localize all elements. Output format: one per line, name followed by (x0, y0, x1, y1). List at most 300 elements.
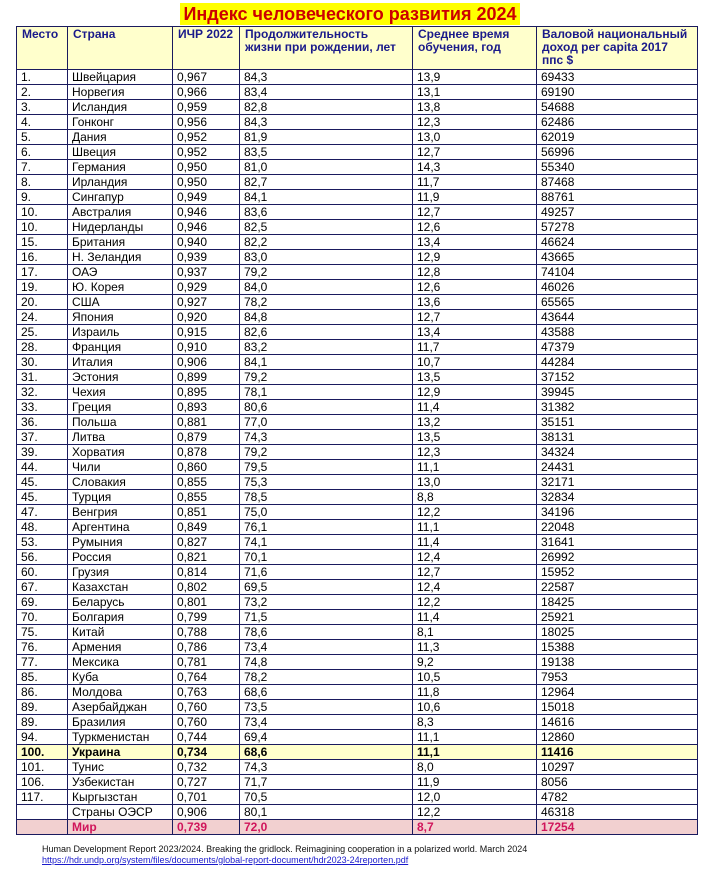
table-row (17, 715, 698, 730)
cell-hdi: 0,899 (173, 370, 240, 385)
cell-life-expectancy: 82,7 (240, 175, 413, 190)
cell-life-expectancy: 83,5 (240, 145, 413, 160)
cell-rank: 17. (17, 265, 68, 280)
cell-rank: 48. (17, 520, 68, 535)
cell-hdi: 0,781 (173, 655, 240, 670)
cell-rank: 4. (17, 115, 68, 130)
cell-rank: 47. (17, 505, 68, 520)
cell-life-expectancy: 74,3 (240, 760, 413, 775)
cell-hdi: 0,966 (173, 85, 240, 100)
cell-country: Ирландия (68, 175, 173, 190)
cell-country: Хорватия (68, 445, 173, 460)
cell-hdi: 0,732 (173, 760, 240, 775)
cell-hdi: 0,946 (173, 220, 240, 235)
cell-country: Гонконг (68, 115, 173, 130)
cell-life-expectancy: 79,2 (240, 445, 413, 460)
table-row (17, 325, 698, 340)
cell-schooling: 13,5 (413, 370, 537, 385)
cell-schooling: 10,6 (413, 700, 537, 715)
cell-gni: 56996 (537, 145, 698, 160)
cell-gni: 24431 (537, 460, 698, 475)
cell-rank: 101. (17, 760, 68, 775)
cell-gni: 49257 (537, 205, 698, 220)
cell-schooling: 12,0 (413, 790, 537, 805)
table-row (17, 475, 698, 490)
cell-gni: 10297 (537, 760, 698, 775)
table-row (17, 535, 698, 550)
cell-gni: 34196 (537, 505, 698, 520)
cell-life-expectancy: 81,0 (240, 160, 413, 175)
cell-rank: 6. (17, 145, 68, 160)
cell-gni: 69433 (537, 70, 698, 85)
cell-hdi: 0,760 (173, 700, 240, 715)
cell-life-expectancy: 78,2 (240, 295, 413, 310)
cell-hdi: 0,929 (173, 280, 240, 295)
cell-hdi: 0,739 (173, 820, 240, 835)
cell-hdi: 0,940 (173, 235, 240, 250)
cell-schooling: 13,4 (413, 325, 537, 340)
cell-hdi: 0,764 (173, 670, 240, 685)
table-row (17, 280, 698, 295)
cell-gni: 31382 (537, 400, 698, 415)
cell-hdi: 0,895 (173, 385, 240, 400)
cell-hdi: 0,821 (173, 550, 240, 565)
cell-life-expectancy: 73,4 (240, 715, 413, 730)
cell-hdi: 0,760 (173, 715, 240, 730)
cell-schooling: 12,2 (413, 805, 537, 820)
cell-country: Дания (68, 130, 173, 145)
cell-country: Казахстан (68, 580, 173, 595)
table-row (17, 640, 698, 655)
cell-rank: 15. (17, 235, 68, 250)
table-row (17, 565, 698, 580)
cell-hdi: 0,855 (173, 475, 240, 490)
cell-rank: 16. (17, 250, 68, 265)
cell-life-expectancy: 69,4 (240, 730, 413, 745)
cell-rank: 76. (17, 640, 68, 655)
cell-gni: 54688 (537, 100, 698, 115)
cell-rank: 2. (17, 85, 68, 100)
table-row (17, 85, 698, 100)
cell-hdi: 0,849 (173, 520, 240, 535)
cell-country: Польша (68, 415, 173, 430)
cell-gni: 47379 (537, 340, 698, 355)
cell-rank: 28. (17, 340, 68, 355)
cell-gni: 26992 (537, 550, 698, 565)
cell-gni: 15018 (537, 700, 698, 715)
cell-schooling: 12,9 (413, 250, 537, 265)
cell-gni: 18025 (537, 625, 698, 640)
cell-life-expectancy: 79,5 (240, 460, 413, 475)
cell-schooling: 12,8 (413, 265, 537, 280)
cell-life-expectancy: 70,5 (240, 790, 413, 805)
cell-rank: 24. (17, 310, 68, 325)
cell-country: Франция (68, 340, 173, 355)
cell-schooling: 11,3 (413, 640, 537, 655)
cell-schooling: 11,1 (413, 520, 537, 535)
cell-hdi: 0,734 (173, 745, 240, 760)
cell-country: Молдова (68, 685, 173, 700)
cell-rank: 85. (17, 670, 68, 685)
cell-schooling: 11,4 (413, 610, 537, 625)
cell-life-expectancy: 71,7 (240, 775, 413, 790)
table-row (17, 235, 698, 250)
table-header-row (17, 27, 698, 70)
header-gni: Валовой национальный доход per capita 2017 ппс $ (537, 27, 698, 70)
table-row (17, 520, 698, 535)
cell-country: Чехия (68, 385, 173, 400)
cell-rank: 30. (17, 355, 68, 370)
cell-hdi: 0,915 (173, 325, 240, 340)
cell-country: Турция (68, 490, 173, 505)
cell-schooling: 8,1 (413, 625, 537, 640)
cell-rank: 86. (17, 685, 68, 700)
cell-rank: 67. (17, 580, 68, 595)
cell-life-expectancy: 84,8 (240, 310, 413, 325)
cell-gni: 32171 (537, 475, 698, 490)
cell-gni: 88761 (537, 190, 698, 205)
cell-hdi: 0,920 (173, 310, 240, 325)
cell-country: Швейцария (68, 70, 173, 85)
cell-schooling: 11,7 (413, 175, 537, 190)
cell-rank: 33. (17, 400, 68, 415)
cell-life-expectancy: 68,6 (240, 745, 413, 760)
cell-schooling: 13,6 (413, 295, 537, 310)
cell-gni: 15388 (537, 640, 698, 655)
cell-country: Литва (68, 430, 173, 445)
table-row (17, 265, 698, 280)
table-row (17, 430, 698, 445)
cell-rank: 5. (17, 130, 68, 145)
cell-country: Кыргызстан (68, 790, 173, 805)
cell-rank (17, 805, 68, 820)
cell-schooling: 11,1 (413, 460, 537, 475)
cell-country: Аргентина (68, 520, 173, 535)
cell-schooling: 11,1 (413, 745, 537, 760)
cell-rank: 53. (17, 535, 68, 550)
table-row (17, 385, 698, 400)
table-row (17, 595, 698, 610)
cell-schooling: 12,4 (413, 550, 537, 565)
cell-life-expectancy: 68,6 (240, 685, 413, 700)
cell-country: Австралия (68, 205, 173, 220)
table-row (17, 370, 698, 385)
footer-source: Human Development Report 2023/2024. Breaking the gridlock. Reimagining cooperation in a polarized world. March 2024 (42, 844, 528, 854)
table-row (17, 790, 698, 805)
cell-hdi: 0,956 (173, 115, 240, 130)
cell-life-expectancy: 74,8 (240, 655, 413, 670)
cell-gni: 11416 (537, 745, 698, 760)
cell-gni: 12964 (537, 685, 698, 700)
table-row (17, 490, 698, 505)
header-rank: Место (17, 27, 68, 70)
cell-country: Россия (68, 550, 173, 565)
cell-rank: 70. (17, 610, 68, 625)
cell-country: Страны ОЭСР (68, 805, 173, 820)
cell-schooling: 12,4 (413, 580, 537, 595)
cell-country: Исландия (68, 100, 173, 115)
cell-schooling: 11,1 (413, 730, 537, 745)
cell-hdi: 0,879 (173, 430, 240, 445)
page-title: Индекс человеческого развития 2024 (180, 3, 519, 25)
header-schooling: Среднее время обучения, год (413, 27, 537, 70)
cell-rank: 69. (17, 595, 68, 610)
cell-schooling: 12,9 (413, 385, 537, 400)
cell-schooling: 11,4 (413, 535, 537, 550)
table-row (17, 160, 698, 175)
table-row (17, 295, 698, 310)
cell-country: Азербайджан (68, 700, 173, 715)
cell-schooling: 12,6 (413, 220, 537, 235)
cell-country: Болгария (68, 610, 173, 625)
cell-life-expectancy: 78,6 (240, 625, 413, 640)
cell-life-expectancy: 84,1 (240, 190, 413, 205)
cell-rank: 10. (17, 205, 68, 220)
cell-country: Узбекистан (68, 775, 173, 790)
cell-schooling: 13,2 (413, 415, 537, 430)
cell-life-expectancy: 81,9 (240, 130, 413, 145)
table-row (17, 745, 698, 760)
table-row (17, 175, 698, 190)
cell-schooling: 12,2 (413, 505, 537, 520)
cell-rank: 89. (17, 715, 68, 730)
cell-schooling: 11,7 (413, 340, 537, 355)
footer (42, 844, 527, 866)
cell-rank: 60. (17, 565, 68, 580)
cell-life-expectancy: 73,2 (240, 595, 413, 610)
cell-rank: 25. (17, 325, 68, 340)
cell-schooling: 11,8 (413, 685, 537, 700)
cell-gni: 55340 (537, 160, 698, 175)
cell-rank: 89. (17, 700, 68, 715)
cell-life-expectancy: 79,2 (240, 265, 413, 280)
cell-schooling: 13,8 (413, 100, 537, 115)
cell-life-expectancy: 84,3 (240, 70, 413, 85)
cell-country: Словакия (68, 475, 173, 490)
cell-rank: 8. (17, 175, 68, 190)
table-row (17, 505, 698, 520)
cell-hdi: 0,967 (173, 70, 240, 85)
cell-rank: 75. (17, 625, 68, 640)
cell-life-expectancy: 82,6 (240, 325, 413, 340)
cell-gni: 15952 (537, 565, 698, 580)
cell-schooling: 13,9 (413, 70, 537, 85)
cell-hdi: 0,952 (173, 130, 240, 145)
cell-rank: 7. (17, 160, 68, 175)
cell-schooling: 13,0 (413, 475, 537, 490)
cell-gni: 43588 (537, 325, 698, 340)
cell-gni: 19138 (537, 655, 698, 670)
cell-schooling: 13,4 (413, 235, 537, 250)
cell-gni: 46624 (537, 235, 698, 250)
cell-gni: 8056 (537, 775, 698, 790)
cell-schooling: 12,3 (413, 115, 537, 130)
cell-country: Беларусь (68, 595, 173, 610)
cell-hdi: 0,959 (173, 100, 240, 115)
cell-rank: 19. (17, 280, 68, 295)
cell-life-expectancy: 77,0 (240, 415, 413, 430)
cell-life-expectancy: 84,3 (240, 115, 413, 130)
table-row (17, 115, 698, 130)
footer-link[interactable]: https://hdr.undp.org/system/files/documents/global-report-document/hdr2023-24reporten.pdf (42, 855, 409, 865)
cell-hdi: 0,701 (173, 790, 240, 805)
table-row (17, 145, 698, 160)
cell-gni: 62486 (537, 115, 698, 130)
cell-hdi: 0,814 (173, 565, 240, 580)
cell-schooling: 11,9 (413, 190, 537, 205)
cell-life-expectancy: 82,2 (240, 235, 413, 250)
cell-schooling: 12,7 (413, 205, 537, 220)
cell-country: Чили (68, 460, 173, 475)
cell-life-expectancy: 80,1 (240, 805, 413, 820)
table-row (17, 100, 698, 115)
cell-hdi: 0,946 (173, 205, 240, 220)
table-row (17, 400, 698, 415)
cell-gni: 17254 (537, 820, 698, 835)
cell-gni: 87468 (537, 175, 698, 190)
cell-gni: 44284 (537, 355, 698, 370)
cell-life-expectancy: 84,1 (240, 355, 413, 370)
cell-schooling: 13,5 (413, 430, 537, 445)
cell-life-expectancy: 75,3 (240, 475, 413, 490)
table-row (17, 190, 698, 205)
cell-rank (17, 820, 68, 835)
cell-hdi: 0,881 (173, 415, 240, 430)
cell-country: Ю. Корея (68, 280, 173, 295)
cell-hdi: 0,860 (173, 460, 240, 475)
cell-hdi: 0,927 (173, 295, 240, 310)
cell-gni: 57278 (537, 220, 698, 235)
table-row (17, 310, 698, 325)
cell-hdi: 0,827 (173, 535, 240, 550)
cell-schooling: 12,7 (413, 145, 537, 160)
cell-country: Н. Зеландия (68, 250, 173, 265)
cell-rank: 39. (17, 445, 68, 460)
cell-gni: 22048 (537, 520, 698, 535)
table-row (17, 805, 698, 820)
cell-hdi: 0,910 (173, 340, 240, 355)
cell-life-expectancy: 69,5 (240, 580, 413, 595)
cell-life-expectancy: 73,4 (240, 640, 413, 655)
cell-country: Норвегия (68, 85, 173, 100)
table-row (17, 445, 698, 460)
table-row (17, 355, 698, 370)
table-row (17, 625, 698, 640)
cell-schooling: 10,7 (413, 355, 537, 370)
cell-life-expectancy: 78,2 (240, 670, 413, 685)
table-row (17, 580, 698, 595)
cell-rank: 44. (17, 460, 68, 475)
cell-country: Грузия (68, 565, 173, 580)
table-row (17, 415, 698, 430)
cell-country: Мексика (68, 655, 173, 670)
cell-country: Украина (68, 745, 173, 760)
table-row (17, 670, 698, 685)
header-life-expectancy: Продолжительность жизни при рождении, лет (240, 27, 413, 70)
cell-schooling: 8,3 (413, 715, 537, 730)
cell-schooling: 14,3 (413, 160, 537, 175)
cell-schooling: 13,0 (413, 130, 537, 145)
cell-gni: 69190 (537, 85, 698, 100)
cell-country: Эстония (68, 370, 173, 385)
cell-gni: 74104 (537, 265, 698, 280)
cell-gni: 46026 (537, 280, 698, 295)
cell-rank: 77. (17, 655, 68, 670)
cell-hdi: 0,906 (173, 355, 240, 370)
cell-gni: 38131 (537, 430, 698, 445)
cell-hdi: 0,763 (173, 685, 240, 700)
table-row (17, 130, 698, 145)
cell-gni: 34324 (537, 445, 698, 460)
cell-life-expectancy: 83,2 (240, 340, 413, 355)
cell-rank: 45. (17, 490, 68, 505)
cell-schooling: 8,8 (413, 490, 537, 505)
cell-country: Куба (68, 670, 173, 685)
cell-country: Италия (68, 355, 173, 370)
cell-rank: 100. (17, 745, 68, 760)
cell-hdi: 0,906 (173, 805, 240, 820)
cell-gni: 43644 (537, 310, 698, 325)
cell-life-expectancy: 73,5 (240, 700, 413, 715)
cell-hdi: 0,950 (173, 175, 240, 190)
cell-hdi: 0,952 (173, 145, 240, 160)
cell-country: Германия (68, 160, 173, 175)
cell-rank: 56. (17, 550, 68, 565)
cell-rank: 32. (17, 385, 68, 400)
title-wrapper (0, 3, 710, 27)
cell-life-expectancy: 83,4 (240, 85, 413, 100)
cell-gni: 14616 (537, 715, 698, 730)
cell-gni: 62019 (537, 130, 698, 145)
cell-hdi: 0,802 (173, 580, 240, 595)
cell-life-expectancy: 72,0 (240, 820, 413, 835)
cell-schooling: 12,3 (413, 445, 537, 460)
cell-schooling: 12,2 (413, 595, 537, 610)
cell-country: Сингапур (68, 190, 173, 205)
cell-country: Румыния (68, 535, 173, 550)
cell-country: Швеция (68, 145, 173, 160)
cell-life-expectancy: 76,1 (240, 520, 413, 535)
cell-country: США (68, 295, 173, 310)
table-row (17, 685, 698, 700)
cell-life-expectancy: 82,5 (240, 220, 413, 235)
cell-gni: 43665 (537, 250, 698, 265)
cell-rank: 117. (17, 790, 68, 805)
cell-country: Венгрия (68, 505, 173, 520)
cell-country: Тунис (68, 760, 173, 775)
cell-hdi: 0,727 (173, 775, 240, 790)
table-body (17, 70, 698, 835)
cell-life-expectancy: 83,6 (240, 205, 413, 220)
table-row (17, 205, 698, 220)
cell-schooling: 9,2 (413, 655, 537, 670)
cell-hdi: 0,878 (173, 445, 240, 460)
cell-gni: 12860 (537, 730, 698, 745)
cell-rank: 94. (17, 730, 68, 745)
cell-life-expectancy: 75,0 (240, 505, 413, 520)
table-row (17, 760, 698, 775)
cell-life-expectancy: 78,1 (240, 385, 413, 400)
table-row (17, 250, 698, 265)
cell-rank: 45. (17, 475, 68, 490)
table-row (17, 220, 698, 235)
cell-gni: 25921 (537, 610, 698, 625)
cell-hdi: 0,949 (173, 190, 240, 205)
cell-gni: 4782 (537, 790, 698, 805)
cell-country: Израиль (68, 325, 173, 340)
cell-hdi: 0,893 (173, 400, 240, 415)
cell-rank: 1. (17, 70, 68, 85)
